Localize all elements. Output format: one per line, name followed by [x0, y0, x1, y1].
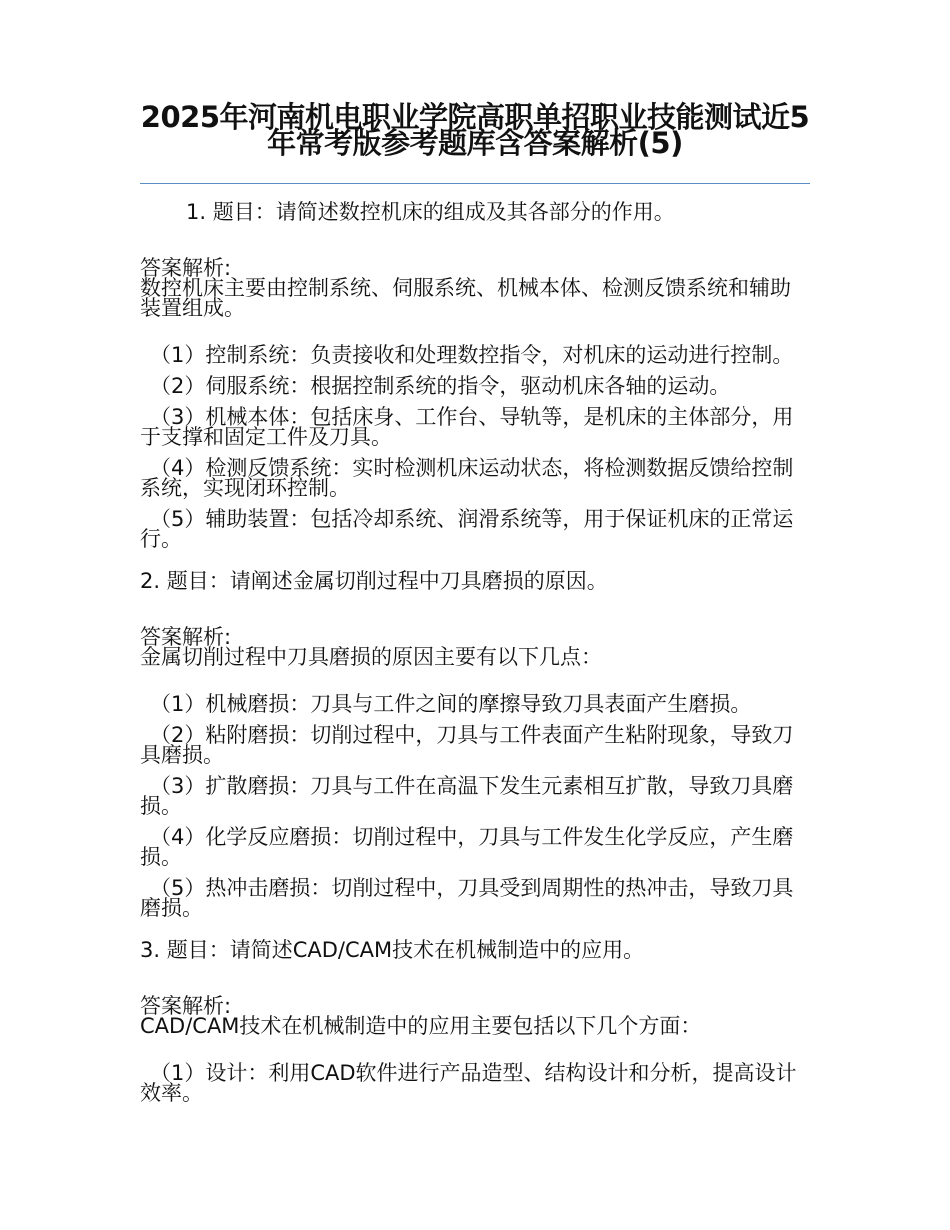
question-heading: 1. 题目：请简述数控机床的组成及其各部分的作用。	[186, 200, 675, 224]
answer-label: 答案解析:	[140, 256, 232, 280]
document-title: 2025年河南机电职业学院高职单招职业技能测试近5年常考版参考题库含答案解析(5)	[140, 100, 810, 160]
answer-item: （5）辅助装置：包括冷却系统、润滑系统等，用于保证机床的正常运行。	[140, 507, 794, 551]
question-block-3	[140, 938, 810, 1103]
answer-item: （2）粘附磨损：切削过程中，刀具与工件表面产生粘附现象，导致刀具磨损。	[140, 723, 794, 767]
question-block-1	[140, 200, 810, 549]
answer-item: （3）扩散磨损：刀具与工件在高温下发生元素相互扩散，导致刀具磨损。	[140, 774, 794, 818]
answer-intro: 金属切削过程中刀具磨损的原因主要有以下几点：	[140, 645, 602, 669]
answer-item: （5）热冲击磨损：切削过程中，刀具受到周期性的热冲击，导致刀具磨损。	[140, 876, 794, 920]
answer-item: （1）设计：利用CAD软件进行产品造型、结构设计和分析，提高设计效率。	[140, 1061, 797, 1105]
document-body	[140, 200, 810, 1103]
answer-item: （3）机械本体：包括床身、工作台、导轨等，是机床的主体部分，用于支撑和固定工件及刀具。	[140, 405, 794, 449]
question-heading: 3. 题目：请简述CAD/CAM技术在机械制造中的应用。	[140, 938, 645, 962]
answer-label: 答案解析:	[140, 994, 232, 1018]
answer-item: （4）检测反馈系统：实时检测机床运动状态，将检测数据反馈给控制系统，实现闭环控制。	[140, 456, 794, 500]
question-heading: 2. 题目：请阐述金属切削过程中刀具磨损的原因。	[140, 569, 608, 593]
answer-item: （2）伺服系统：根据控制系统的指令，驱动机床各轴的运动。	[150, 374, 731, 398]
answer-item: （4）化学反应磨损：切削过程中，刀具与工件发生化学反应，产生磨损。	[140, 825, 794, 869]
question-block-2	[140, 569, 810, 918]
title-divider	[140, 183, 810, 184]
answer-intro: CAD/CAM技术在机械制造中的应用主要包括以下几个方面：	[140, 1014, 702, 1038]
answer-item: （1）控制系统：负责接收和处理数控指令，对机床的运动进行控制。	[150, 343, 794, 367]
answer-label: 答案解析:	[140, 625, 232, 649]
answer-intro: 数控机床主要由控制系统、伺服系统、机械本体、检测反馈系统和辅助装置组成。	[140, 276, 791, 320]
answer-item: （1）机械磨损：刀具与工件之间的摩擦导致刀具表面产生磨损。	[150, 692, 752, 716]
